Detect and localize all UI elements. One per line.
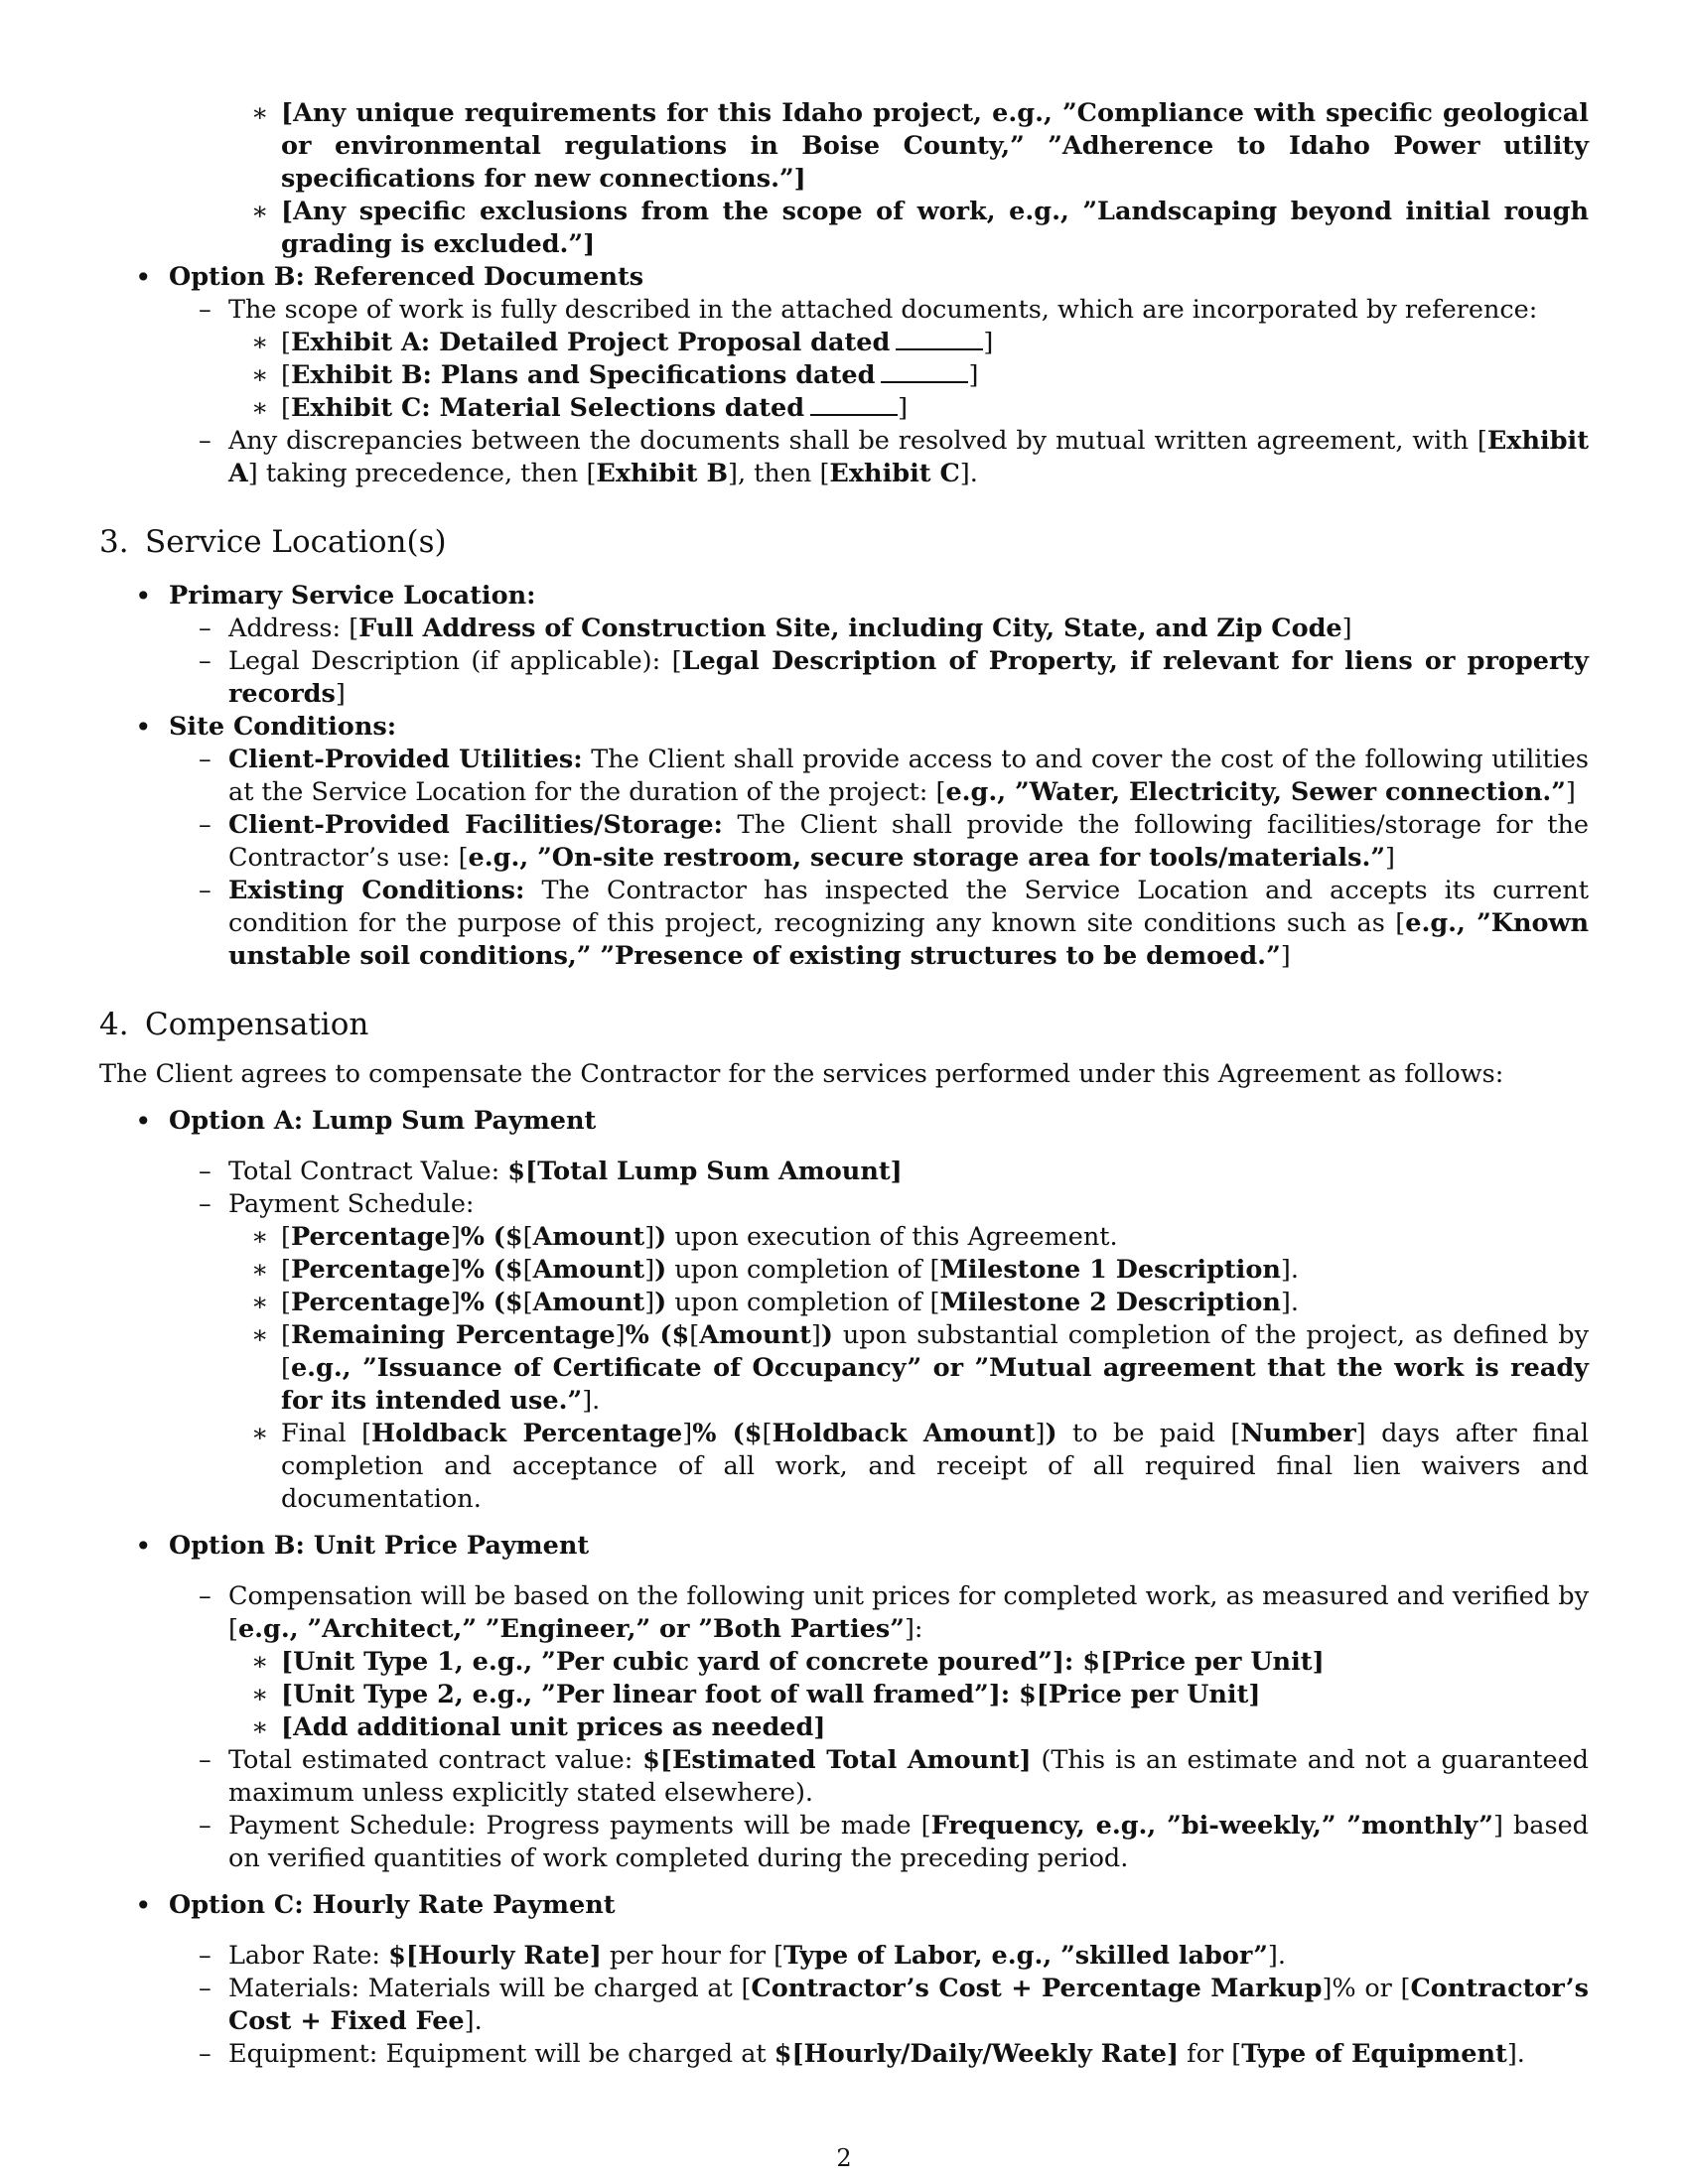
list-item [99,580,1589,613]
text: Client-Provided Utilities: [228,745,583,774]
text: Remaining Percentage [290,1320,616,1350]
option-heading: Option A: Lump Sum Payment [169,1106,597,1136]
text: Type of Labor, e.g., ”skilled labor” [783,1941,1268,1971]
dash-bullet: – [199,646,211,676]
dot-bullet: • [135,711,152,744]
text: Payment Schedule: Progress payments will be made [ [228,1811,931,1841]
list-item [99,425,1589,490]
asterisk-bullet: ∗ [251,393,269,423]
requirement-text: [Any unique requirements for this Idaho project, e.g., ”Compliance with specific geological or environmental regulations in Boise County,” ”Adherence to Idaho Power utility specifications for new connections.”] [281,98,1589,194]
text: Milestone 1 Description [939,1255,1281,1285]
text: Existing Conditions: [228,876,525,905]
text: ]% or [ [1322,1974,1411,2003]
text: $[Hourly Rate] [388,1941,602,1971]
text: Any discrepancies between the documents shall be resolved by mutual written agreement, with [ [228,426,1487,456]
dash-bullet: – [199,1189,211,1219]
text: Equipment: Equipment will be charged at [228,2039,774,2069]
asterisk-bullet: ∗ [251,1255,269,1285]
list-item: ∗ [Percentage]% ($[Amount]) upon completion of [Milestone 1 Description]. [251,1255,1299,1285]
list-item [99,1810,1589,1875]
list-item [99,1889,1589,1922]
exhibit-a: Exhibit A: Detailed Project Proposal dated [290,328,891,357]
list-item: – Labor Rate: $[Hourly Rate] per hour for [Type of Labor, e.g., ”skilled labor”]. [199,1941,1286,1971]
text: e.g., ”Water, Electricity, Sewer connection.” [945,777,1566,807]
text: Materials: Materials will be charged at [ [228,1974,752,2003]
text: Amount [532,1288,645,1317]
text: Percentage [290,1288,451,1317]
text: Exhibit A [228,426,1589,488]
exhibit-b: Exhibit B: Plans and Specifications dated [290,360,876,390]
text: ], then [ [728,459,830,488]
dot-bullet: • [135,1889,152,1922]
text: Full Address of Construction Site, including City, State, and Zip Code [358,614,1342,643]
text: for [ [1179,2039,1242,2069]
asterisk-bullet: ∗ [251,98,269,128]
list-item [99,711,1589,744]
text: Total estimated contract value: [228,1745,643,1775]
asterisk-bullet: ∗ [251,1712,269,1742]
text: Final [ [281,1419,372,1448]
section-number: 3. [99,524,129,560]
list-item: – Legal Description (if applicable): [Legal Description of Property, if relevant for liens or property records] [199,646,1589,709]
text: Labor Rate: [228,1941,389,1971]
dash-bullet: – [199,614,211,643]
text: Amount [532,1222,645,1252]
text: ] based on verified quantities of work completed during the preceding period. [228,1811,1589,1873]
asterisk-bullet: ∗ [251,1288,269,1317]
text: Type of Equipment [1241,2039,1507,2069]
list-item [99,1679,1589,1711]
paragraph: The Client agrees to compensate the Contractor for the services performed under this Agreement as follows: [99,1059,1504,1089]
text: ] days after final completion and acceptance of all work, and receipt of all required final lien waivers and documentation. [281,1419,1589,1514]
text: Legal Description of Property, if relevant for liens or property records [228,646,1589,709]
text: ] taking precedence, then [ [247,459,597,488]
text: e.g., ”Known unstable soil conditions,” ”Presence of existing structures to be demoed.” [228,908,1589,971]
subheading: Site Conditions: [169,712,397,742]
list-item [99,1105,1589,1138]
dash-bullet: – [199,876,211,905]
list-item: – Equipment: Equipment will be charged at $[Hourly/Daily/Weekly Rate] for [Type of Equipment]. [199,2039,1525,2069]
text: The Client shall provide access to and cover the cost of the following utilities at the Service Location for the duration of the project: [ [228,745,1589,807]
dash-bullet: – [199,1974,211,2003]
text: e.g., ”On-site restroom, secure storage area for tools/materials.” [468,843,1386,873]
text: per hour for [ [601,1941,784,1971]
dash-bullet: – [199,1581,211,1611]
text: e.g., ”Architect,” ”Engineer,” or ”Both Parties” [237,1614,905,1644]
dash-bullet: – [199,1811,211,1841]
option-b-referenced [99,261,1589,294]
list-item [99,1744,1589,1810]
date-blank [810,392,898,416]
text: Exhibit B [596,459,728,488]
date-blank [881,359,968,383]
text: Contractor’s Cost + Fixed Fee [228,1974,1589,2036]
text: ]. [959,459,978,488]
list-item [99,196,1589,261]
text: Amount [699,1320,811,1350]
list-item: ∗ Final [Holdback Percentage]% ($[Holdback Amount]) to be paid [Number] days after final completion and acceptance of all work, and receipt of all required final lien waivers and documentation. [251,1419,1589,1514]
reference-intro: The scope of work is fully described in the attached documents, which are incorporated by reference: [228,295,1538,325]
asterisk-bullet: ∗ [251,197,269,226]
text: Client-Provided Facilities/Storage: [228,810,723,840]
text: (This is an estimate and not a guaranteed maximum unless explicitly stated elsewhere). [228,1745,1589,1808]
list-item: – Client-Provided Facilities/Storage: The Client shall provide the following facilities/storage for the Contractor’s use: [e.g., ”On-site restroom, secure storage area for tools/materials.”] [199,810,1589,873]
section-number: 4. [99,1007,129,1042]
dash-bullet: – [199,1157,211,1186]
text: The Client shall provide the following facilities/storage for the Contractor’s use: [ [228,810,1589,873]
option-heading: Option C: Hourly Rate Payment [169,1890,616,1920]
text: Holdback Amount [772,1419,1036,1448]
text: $[Hourly/Daily/Weekly Rate] [774,2039,1180,2069]
text: $[Total Lump Sum Amount] [507,1157,903,1186]
text: Frequency, e.g., ”bi-weekly,” ”monthly” [930,1811,1493,1841]
dash-bullet: – [199,2039,211,2069]
list-item: – Materials: Materials will be charged at [Contractor’s Cost + Percentage Markup]% or [Contractor’s Cost + Fixed Fee]. [199,1974,1589,2036]
dash-bullet: – [199,426,211,456]
text: Number [1240,1419,1356,1448]
list-item [99,1711,1589,1744]
list-item [99,97,1589,196]
text: upon completion of [ [666,1255,940,1285]
dash-bullet: – [199,1745,211,1775]
list-item [99,294,1589,327]
text: upon completion of [ [666,1288,940,1317]
exhibit-c: Exhibit C: Material Selections dated [290,393,805,423]
asterisk-bullet: ∗ [251,1647,269,1677]
dot-bullet: • [135,1105,152,1138]
text: upon execution of this Agreement. [666,1222,1118,1252]
dash-bullet: – [199,810,211,840]
list-item [99,1530,1589,1563]
asterisk-bullet: ∗ [251,360,269,390]
dot-bullet: • [135,1530,152,1563]
text: to be paid [ [1056,1419,1241,1448]
text: Compensation will be based on the following unit prices for completed work, as measured and verified by [ [228,1581,1589,1644]
text: The Contractor has inspected the Service Location and accepts its current condition for the purpose of this project, recognizing any known site conditions such as [ [228,876,1590,938]
dot-bullet: • [135,261,152,294]
text: [Unit Type 1, e.g., ”Per cubic yard of concrete poured”]: $[Price per Unit] [281,1647,1325,1677]
asterisk-bullet: ∗ [251,1222,269,1252]
list-item: – Client-Provided Utilities: The Client shall provide access to and cover the cost of the following utilities at the Service Location for the duration of the project: [e.g., ”Water, Electricity, Sewer connection.”] [199,745,1589,807]
list-item: ∗ [Exhibit C: Material Selections dated ] [251,393,909,423]
list-item: ∗ [Exhibit A: Detailed Project Proposal dated ] [251,328,994,357]
document-page [99,97,1589,2071]
asterisk-bullet: ∗ [251,1320,269,1350]
text: Milestone 2 Description [939,1288,1281,1317]
text: e.g., ”Issuance of Certificate of Occupancy” or ”Mutual agreement that the work is ready for its intended use.” [281,1353,1589,1416]
text: [Unit Type 2, e.g., ”Per linear foot of wall framed”]: $[Price per Unit] [281,1680,1261,1709]
option-heading: Option B: Referenced Documents [169,262,644,292]
asterisk-bullet: ∗ [251,1680,269,1709]
dash-bullet: – [199,295,211,325]
text: Legal Description (if applicable): [ [228,646,682,676]
date-blank [896,327,983,350]
dash-bullet: – [199,1941,211,1971]
asterisk-bullet: ∗ [251,328,269,357]
text: Address: [ [228,614,359,643]
section-title: Service Location(s) [145,524,447,560]
text: upon substantial completion of the project, as defined by [ [281,1320,1589,1383]
subheading: Primary Service Location: [169,581,536,611]
asterisk-bullet: ∗ [251,1419,269,1448]
text: Exhibit C [829,459,960,488]
dash-bullet: – [199,745,211,774]
text: Amount [532,1255,645,1285]
text: Holdback Percentage [371,1419,683,1448]
dot-bullet: • [135,580,152,613]
list-item [99,1156,1589,1188]
text: Payment Schedule: [228,1189,475,1219]
option-heading: Option B: Unit Price Payment [169,1531,590,1561]
list-item: – Address: [Full Address of Construction Site, including City, State, and Zip Code] [199,614,1352,643]
text: [Add additional unit prices as needed] [281,1712,826,1742]
list-item: ∗ [Percentage]% ($[Amount]) upon completion of [Milestone 2 Description]. [251,1288,1299,1317]
exclusion-text: [Any specific exclusions from the scope of work, e.g., ”Landscaping beyond initial rough grading is excluded.”] [281,197,1589,259]
text: Percentage [290,1222,451,1252]
text: Percentage [290,1255,451,1285]
section-heading [99,1005,1589,1044]
list-item: ∗ [Percentage]% ($[Amount]) upon execution of this Agreement. [251,1222,1118,1252]
section-heading [99,522,1589,562]
section-title: Compensation [145,1007,369,1042]
list-item [99,1646,1589,1679]
text: Contractor’s Cost + Percentage Markup [751,1974,1323,2003]
list-item [99,1188,1589,1221]
list-item: – Compensation will be based on the following unit prices for completed work, as measured and verified by [e.g., ”Architect,” ”Engineer,” or ”Both Parties”]: [199,1581,1589,1644]
text: $[Estimated Total Amount] [642,1745,1032,1775]
text: Total Contract Value: [228,1157,508,1186]
list-item: – Existing Conditions: The Contractor has inspected the Service Location and accepts its current condition for the purpose of this project, recognizing any known site conditions such as [e.g., ”Known unstable soil conditions,” ”Presence of existing structures to be demoed.”] [199,876,1590,971]
list-item: ∗ [Remaining Percentage]% ($[Amount]) upon substantial completion of the project, as defined by [e.g., ”Issuance of Certificate of Occupancy” or ”Mutual agreement that the work is ready for its intended use.”]. [251,1320,1589,1416]
list-item: ∗ [Exhibit B: Plans and Specifications dated ] [251,360,979,390]
page-number: 2 [836,2144,852,2172]
